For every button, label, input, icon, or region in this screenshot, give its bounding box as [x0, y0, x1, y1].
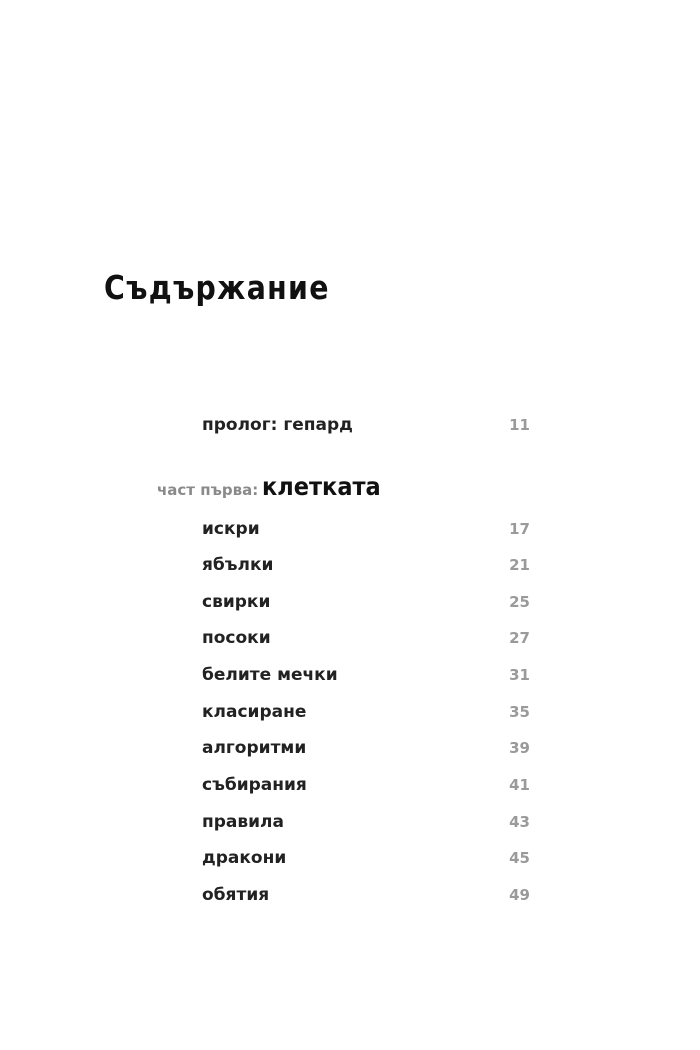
toc-entry-page: 41 [509, 776, 530, 794]
part-heading [157, 472, 394, 506]
toc-entry[interactable] [202, 843, 530, 873]
toc-entry-label: белите мечки [202, 665, 338, 685]
toc-entry-page: 49 [509, 886, 530, 904]
toc-entry-page: 43 [509, 813, 530, 831]
toc-entry-page: 21 [509, 556, 530, 574]
toc-entry-page: 31 [509, 666, 530, 684]
toc-entry[interactable] [202, 880, 530, 910]
toc-entry-page: 39 [509, 739, 530, 757]
toc-entry-label: дракони [202, 848, 287, 868]
toc-entry-page: 27 [509, 629, 530, 647]
toc-entry-label: искри [202, 519, 260, 539]
toc-entry-prologue[interactable] [202, 410, 530, 440]
toc-entry[interactable] [202, 587, 530, 617]
toc-title: Съдържание [104, 268, 330, 307]
toc-entry-page: 45 [509, 849, 530, 867]
toc-entry[interactable] [202, 550, 530, 580]
toc-entry[interactable] [202, 697, 530, 727]
toc-entry-label: класиране [202, 702, 307, 722]
toc-entry-page: 11 [509, 416, 530, 434]
toc-entry-label: събирания [202, 775, 307, 795]
part-name: клетката [262, 472, 381, 501]
toc-entry-page: 17 [509, 520, 530, 538]
toc-entry[interactable] [202, 733, 530, 763]
toc-entry-label: ябълки [202, 555, 274, 575]
part-prefix: част първа: [157, 481, 259, 499]
toc-entry-label: посоки [202, 628, 271, 648]
toc-entry-label: алгоритми [202, 738, 307, 758]
toc-entry[interactable] [202, 514, 530, 544]
toc-entry[interactable] [202, 623, 530, 653]
toc-entry[interactable] [202, 770, 530, 800]
toc-entry[interactable] [202, 807, 530, 837]
toc-entry-label: свирки [202, 592, 271, 612]
toc-entry[interactable] [202, 660, 530, 690]
toc-entry-page: 25 [509, 593, 530, 611]
toc-entry-label: правила [202, 812, 284, 832]
toc-entry-label: пролог: гепард [202, 415, 353, 435]
toc-entry-page: 35 [509, 703, 530, 721]
toc-entry-label: обятия [202, 885, 270, 905]
